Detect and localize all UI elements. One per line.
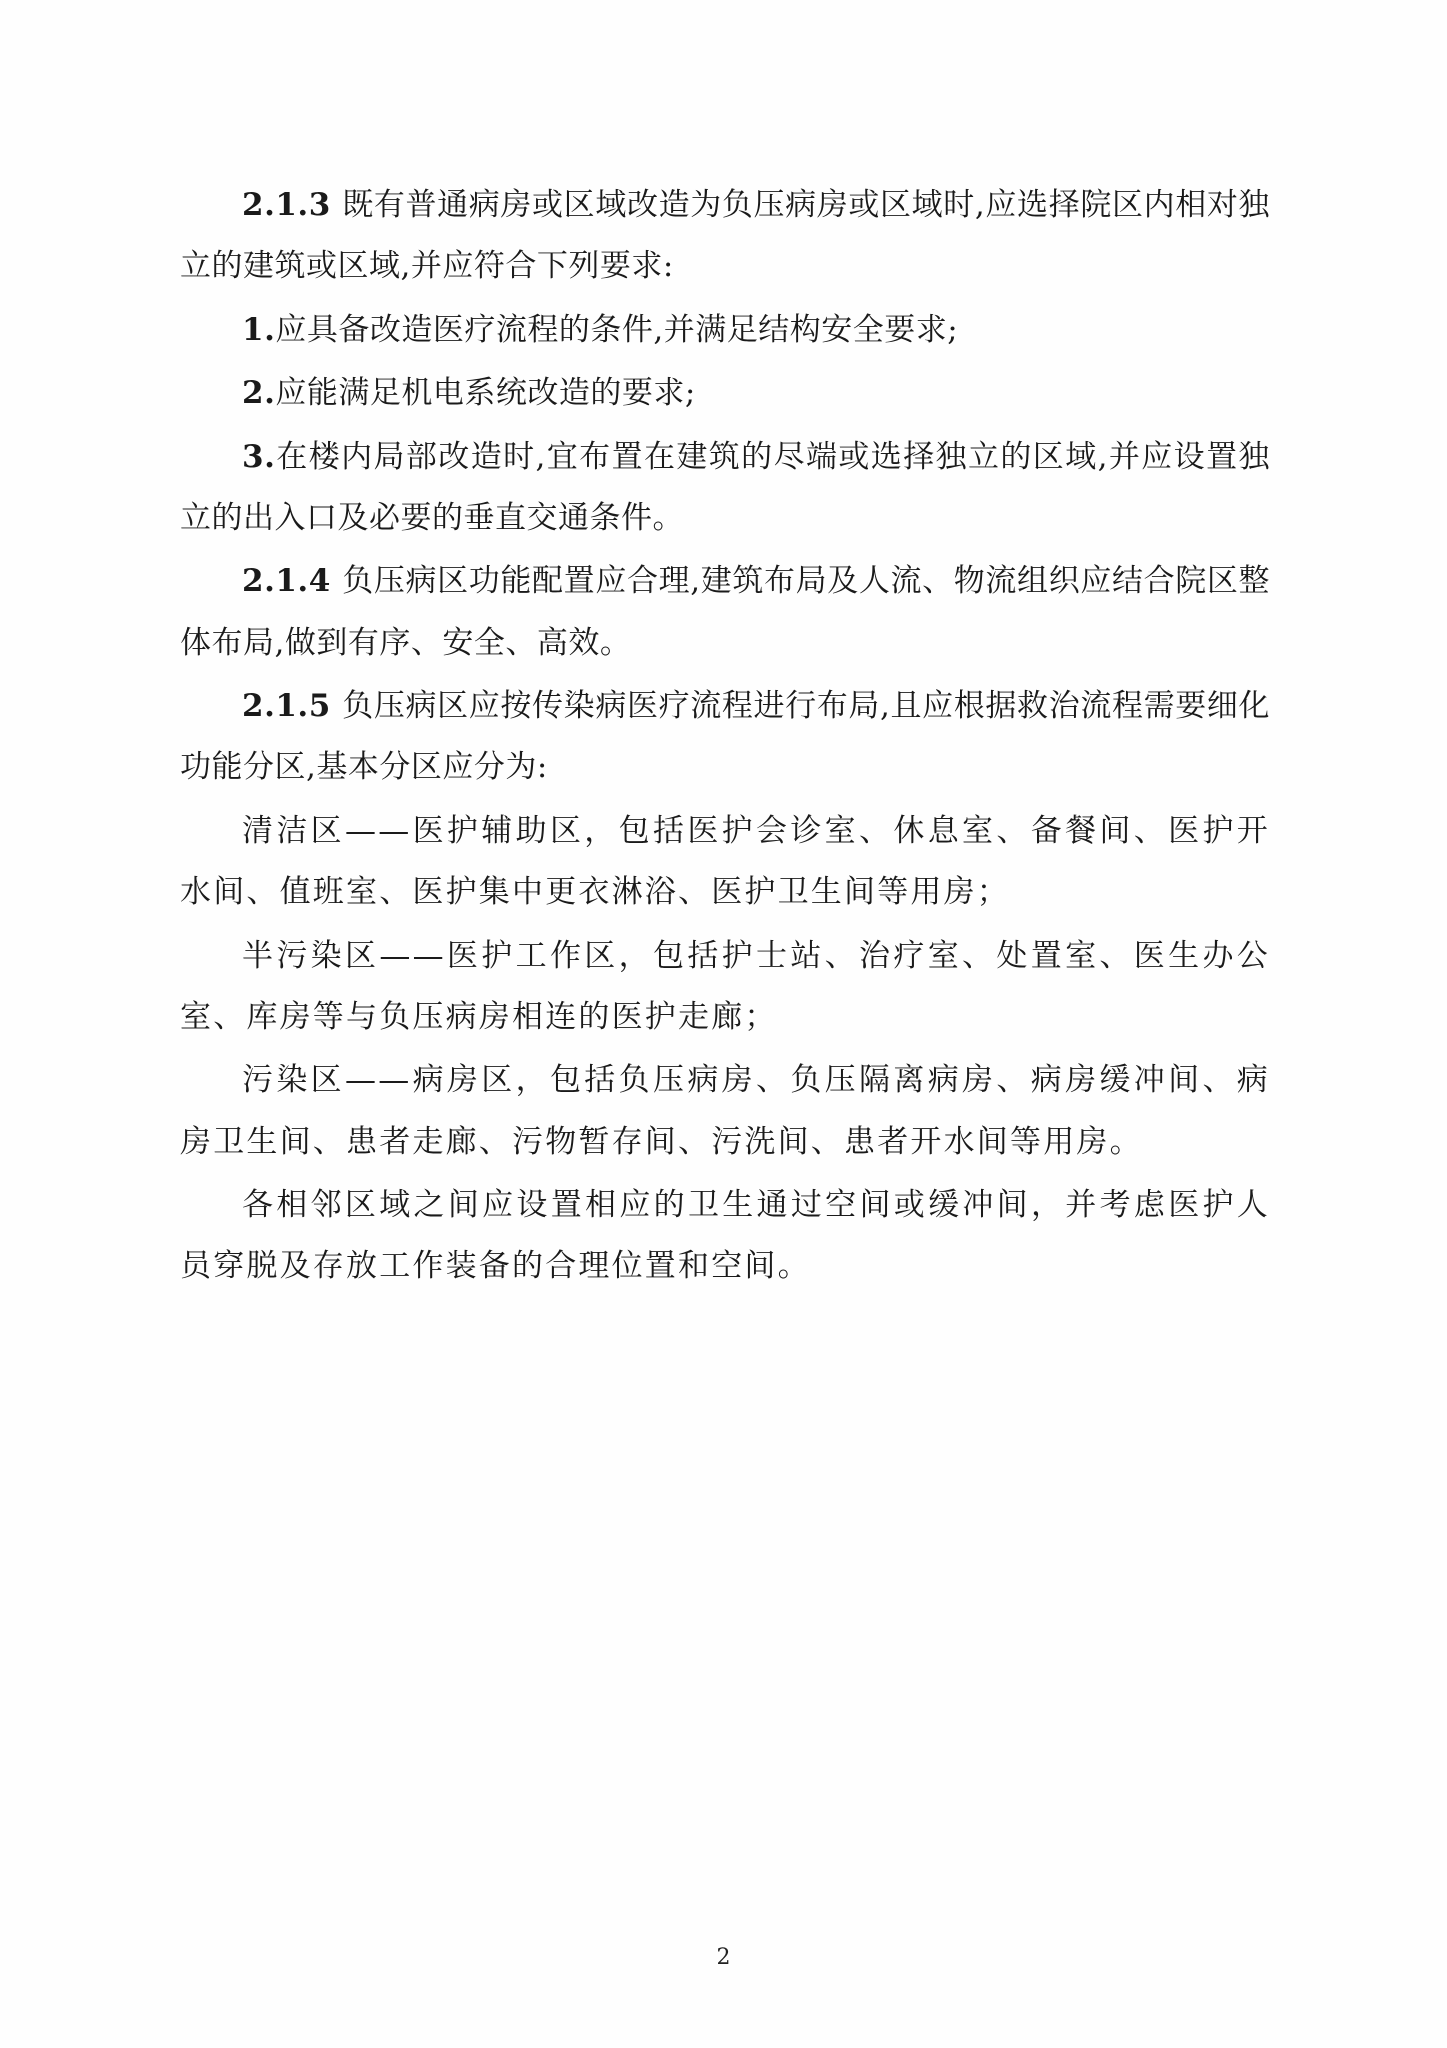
zone-contaminated-paragraph: 污染区——病房区，包括负压病房、负压隔离病房、病房缓冲间、病房卫生间、患者走廊、污物暂存间、污洗间、患者开水间等用房。 <box>180 1062 1270 1160</box>
paragraph-number-2-1-5: 2.1.5 <box>242 688 343 724</box>
document-body <box>180 175 1270 1300</box>
list-item-1-number: 1. <box>242 311 276 348</box>
paragraph-2-1-4 <box>180 551 1270 674</box>
list-item-3-text: 在楼内局部改造时,宜布置在建筑的尽端或选择独立的区域,并应设置独立的出入口及必要的垂直交通条件。 <box>180 438 1270 536</box>
paragraph-2-1-5 <box>180 676 1270 799</box>
list-item-1 <box>180 300 1270 361</box>
paragraph-text-2-1-5: 负压病区应按传染病医疗流程进行布局,且应根据救治流程需要细化功能分区,基本分区应分为: <box>180 688 1270 786</box>
page-number: 2 <box>716 1945 731 1970</box>
list-item-3-number: 3. <box>242 438 276 475</box>
list-item-2-text: 应能满足机电系统改造的要求; <box>275 375 696 412</box>
zone-buffer-note-paragraph: 各相邻区域之间应设置相应的卫生通过空间或缓冲间，并考虑医护人员穿脱及存放工作装备的合理位置和空间。 <box>180 1187 1270 1285</box>
paragraph-number-2-1-4: 2.1.4 <box>242 563 343 600</box>
list-item-1-text: 应具备改造医疗流程的条件,并满足结构安全要求; <box>275 311 959 348</box>
list-item-2-number: 2. <box>242 375 276 412</box>
zone-semi-contaminated-paragraph: 半污染区——医护工作区，包括护士站、治疗室、处置室、医生办公室、库房等与负压病房相连的医护走廊； <box>180 937 1270 1035</box>
list-item-3 <box>180 427 1270 550</box>
zone-clean-paragraph: 清洁区——医护辅助区，包括医护会诊室、休息室、备餐间、医护开水间、值班室、医护集中更衣淋浴、医护卫生间等用房； <box>180 812 1270 911</box>
paragraph-text-2-1-3: 既有普通病房或区域改造为负压病房或区域时,应选择院区内相对独立的建筑或区域,并应符合下列要求: <box>180 187 1270 285</box>
paragraph-text-2-1-4: 负压病区功能配置应合理,建筑布局及人流、物流组织应结合院区整体布局,做到有序、安全、高效。 <box>180 563 1270 661</box>
paragraph-2-1-3 <box>180 175 1270 298</box>
paragraph-number-2-1-3: 2.1.3 <box>242 187 343 223</box>
list-item-2 <box>180 363 1270 424</box>
